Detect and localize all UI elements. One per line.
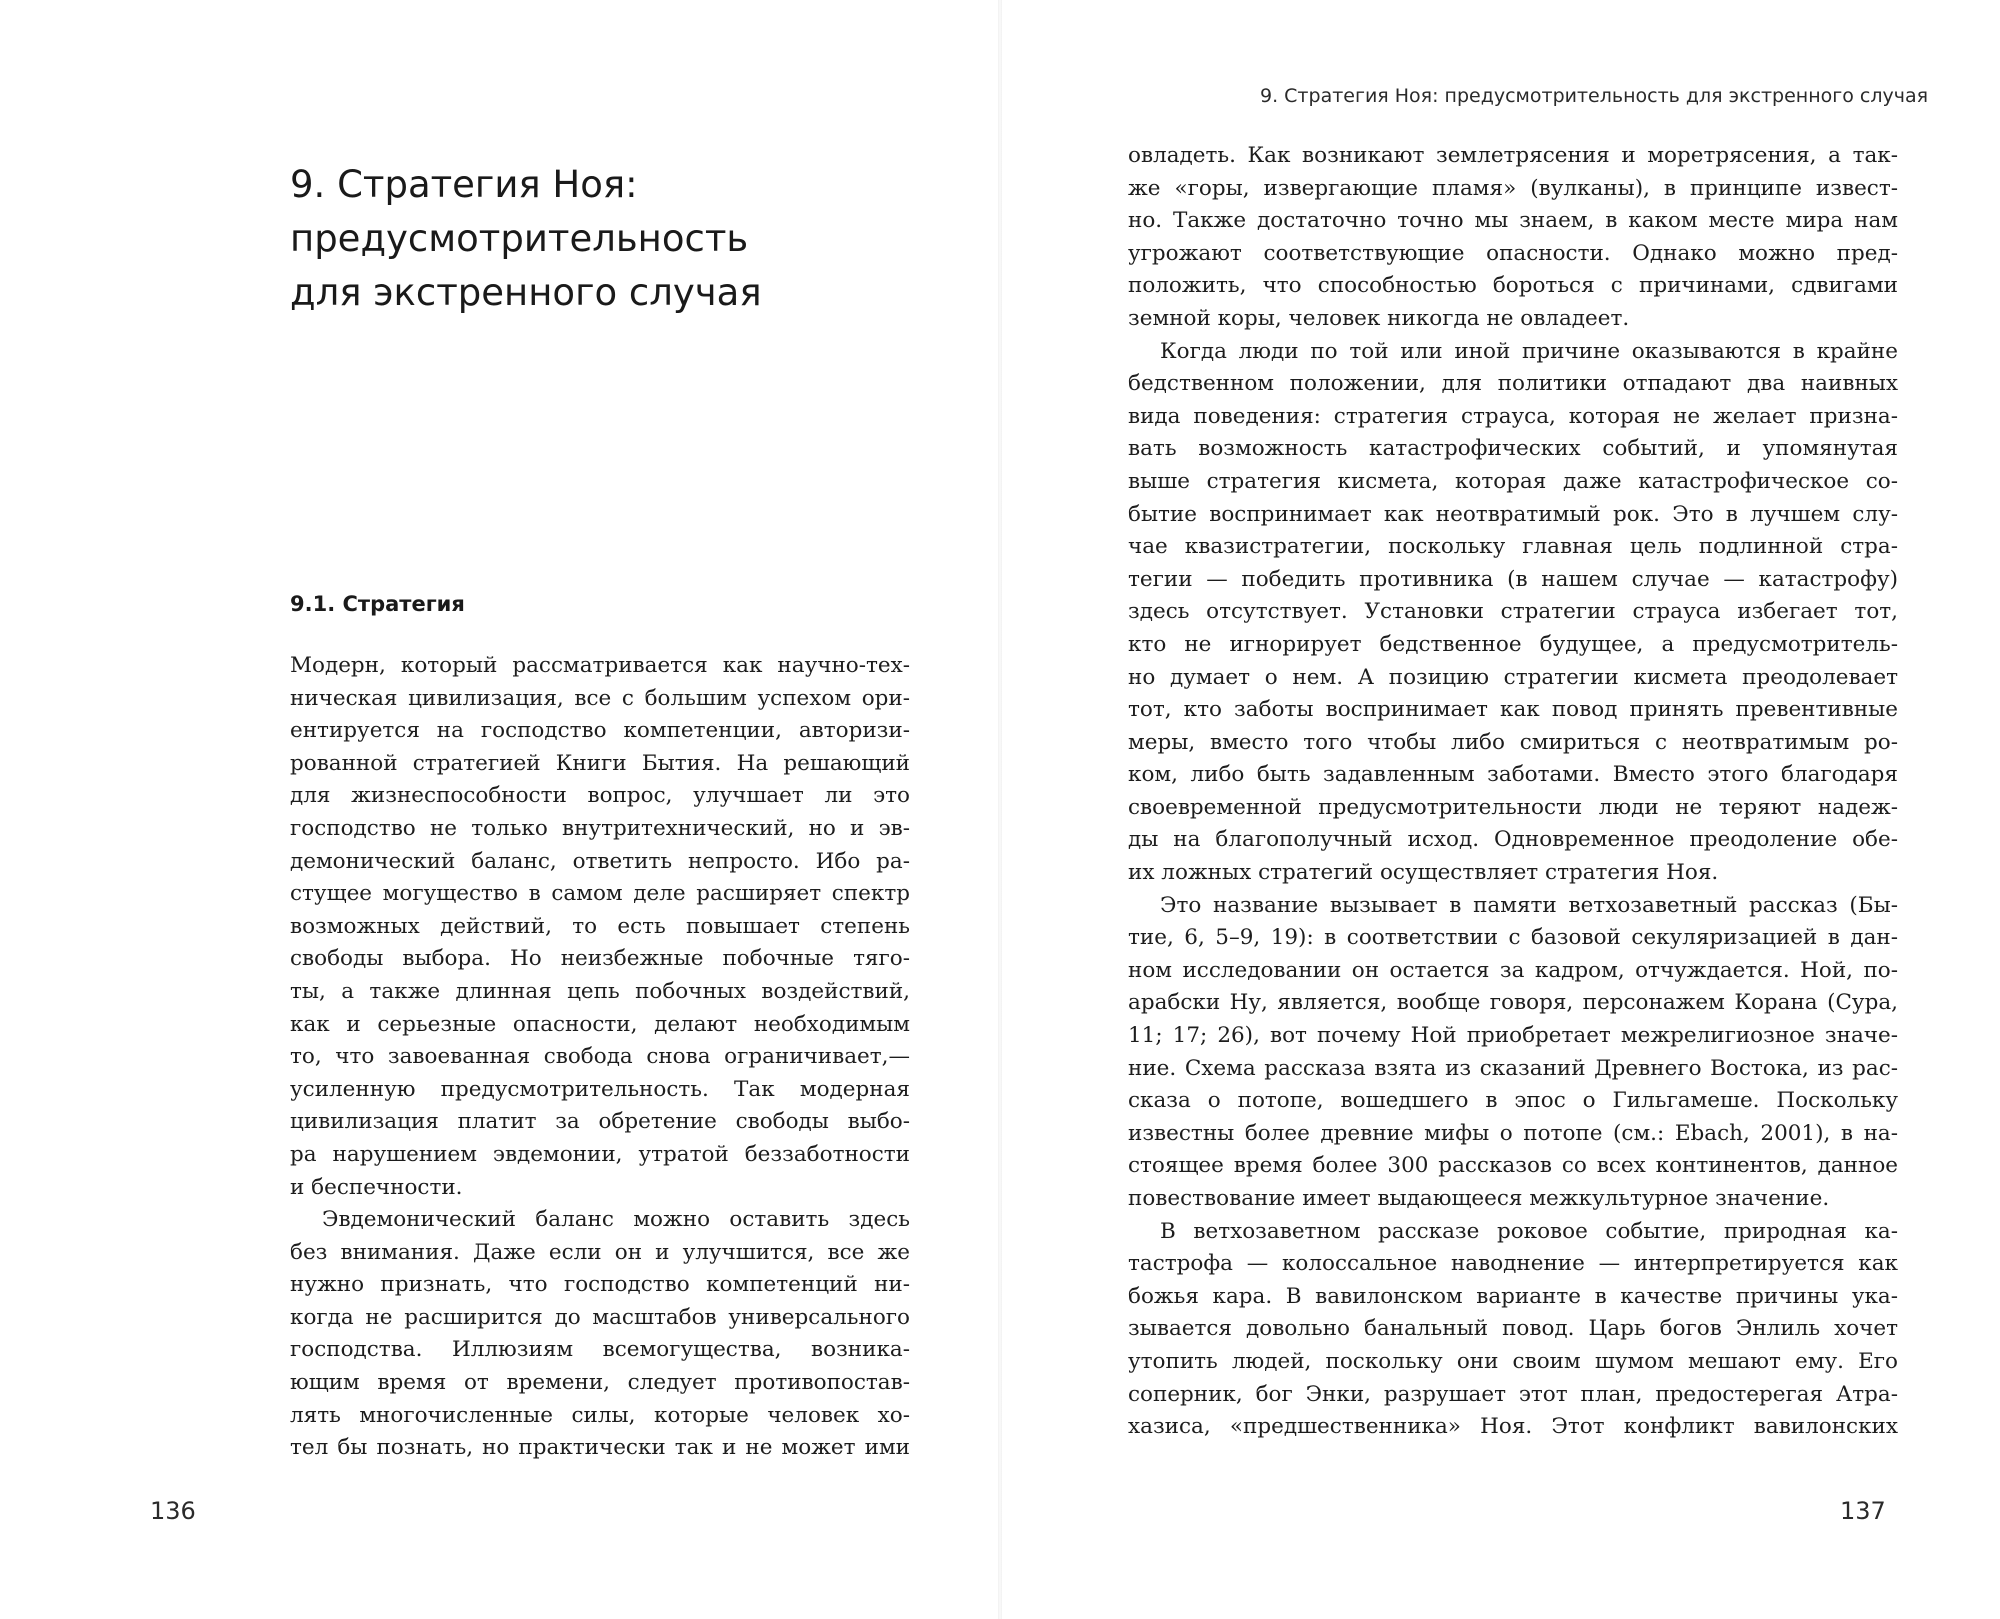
chapter-title	[290, 158, 930, 320]
text-line: как и серьезные опасности, делают необходимым	[290, 1011, 910, 1037]
text-line: ды на благополучный исход. Одновременное преодоление обе-	[1128, 827, 1898, 853]
right-page	[1000, 0, 2000, 1619]
chapter-title-line: 9. Стратегия Ноя:	[290, 163, 638, 206]
page-number: 137	[1840, 1497, 1886, 1525]
text-line: ющим время от времени, следует противопостав-	[290, 1370, 910, 1396]
text-line: усиленную предусмотрительность. Так модерная	[290, 1076, 910, 1102]
text-line: угрожают соответствующие опасности. Однако можно пред-	[1128, 240, 1898, 266]
text-line: бедственном положении, для политики отпадают два наивных	[1128, 371, 1898, 397]
text-line: то, что завоеванная свобода снова ограничивает,—	[290, 1044, 910, 1070]
text-line: Когда люди по той или иной причине оказываются в крайне	[1160, 338, 1898, 364]
text-line: свободы выбора. Но неизбежные побочные тяго-	[290, 946, 910, 972]
text-line: вать возможность катастрофических событий, и упомянутая	[1128, 436, 1898, 462]
text-line: когда не расширится до масштабов универсального	[290, 1304, 910, 1330]
text-line: кто не игнорирует бедственное будущее, а предусмотритель-	[1128, 631, 1898, 657]
text-line: демонический баланс, ответить непросто. Ибо ра-	[290, 848, 910, 874]
text-line: соперник, бог Энки, разрушает этот план, предостерегая Атра-	[1128, 1381, 1898, 1407]
text-line: для жизнеспособности вопрос, улучшает ли это	[290, 783, 910, 809]
section-heading: 9.1. Стратегия	[290, 592, 465, 616]
text-line: цивилизация платит за обретение свободы выбо-	[290, 1109, 910, 1135]
text-line: но. Также достаточно точно мы знаем, в каком месте мира нам	[1128, 208, 1898, 234]
text-line: возможных действий, то есть повышает степень	[290, 913, 910, 939]
text-line: В ветхозаветном рассказе роковое событие, природная ка-	[1160, 1218, 1898, 1244]
left-body-text	[290, 650, 910, 1465]
right-body-text	[1128, 140, 1898, 1444]
text-line: арабски Ну, является, вообще говоря, персонажем Корана (Сура,	[1128, 990, 1898, 1016]
text-line: но думает о нем. А позицию стратегии кисмета преодолевает	[1128, 664, 1898, 690]
text-line: ном исследовании он остается за кадром, отчуждается. Ной, по-	[1128, 957, 1898, 983]
text-line: тел бы познать, но практически так и не может ими	[290, 1435, 910, 1461]
text-line: нужно признать, что господство компетенций ни-	[290, 1272, 910, 1298]
text-line: земной коры, человек никогда не овладеет.	[1128, 305, 1630, 331]
text-line: 11; 17; 26), вот почему Ной приобретает межрелигиозное значе-	[1128, 1023, 1898, 1049]
text-line: бытие воспринимает как неотвратимый рок. Это в лучшем слу-	[1128, 501, 1898, 527]
text-line: их ложных стратегий осуществляет стратегия Ноя.	[1128, 860, 1719, 886]
text-line: ком, либо быть задавленным заботами. Вместо этого благодаря	[1128, 762, 1898, 788]
text-line: господства. Иллюзиям всемогущества, возника-	[290, 1337, 910, 1363]
page-number: 136	[150, 1497, 196, 1525]
text-line: без внимания. Даже если он и улучшится, все же	[290, 1239, 910, 1265]
text-line: стоящее время более 300 рассказов со всех континентов, данное	[1128, 1153, 1898, 1179]
text-line: своевременной предусмотрительности люди не теряют надеж-	[1128, 794, 1898, 820]
text-line: ние. Схема рассказа взята из сказаний Древнего Востока, из рас-	[1128, 1055, 1898, 1081]
text-line: тие, 6, 5–9, 19): в соответствии с базовой секуляризацией в дан-	[1128, 925, 1898, 951]
text-line: стущее могущество в самом деле расширяет спектр	[290, 881, 910, 907]
text-line: рованной стратегией Книги Бытия. На решающий	[290, 750, 910, 776]
text-line: Модерн, который рассматривается как научно-тех-	[290, 653, 910, 678]
text-line: тастрофа — колоссальное наводнение — интерпретируется как	[1128, 1251, 1898, 1277]
text-line: меры, вместо того чтобы либо смириться с неотвратимым ро-	[1128, 729, 1898, 755]
text-line: ты, а также длинная цепь побочных воздействий,	[290, 978, 910, 1004]
text-line: хазиса, «предшественника» Ноя. Этот конфликт вавилонских	[1128, 1414, 1898, 1440]
text-line: ническая цивилизация, все с большим успехом ори-	[290, 685, 910, 711]
text-line: тегии — победить противника (в нашем случае — катастрофу)	[1128, 566, 1898, 592]
text-line: вида поведения: стратегия страуса, которая не желает призна-	[1128, 403, 1898, 429]
chapter-title-line: предусмотрительность	[290, 217, 749, 260]
text-line: чае квазистратегии, поскольку главная цель подлинной стра-	[1128, 534, 1898, 560]
text-line: известны более древние мифы о потопе (см.: Ebach, 2001), в на-	[1128, 1120, 1898, 1146]
text-line: зывается довольно банальный повод. Царь богов Энлиль хочет	[1128, 1316, 1898, 1342]
text-line: Эвдемонический баланс можно оставить здесь	[322, 1207, 910, 1233]
text-line: тот, кто заботы воспринимает как повод принять превентивные	[1128, 697, 1898, 723]
running-header: 9. Стратегия Ноя: предусмотрительность для экстренного случая	[1260, 85, 1929, 107]
text-line: выше стратегия кисмета, которая даже катастрофическое со-	[1128, 468, 1898, 494]
text-line: божья кара. В вавилонском варианте в качестве причины ука-	[1128, 1283, 1898, 1309]
text-line: ра нарушением эвдемонии, утратой беззаботности	[290, 1141, 910, 1167]
text-line: и беспечности.	[290, 1174, 463, 1200]
text-line: лять многочисленные силы, которые человек хо-	[290, 1402, 910, 1428]
text-line: ентируется на господство компетенции, авторизи-	[290, 718, 910, 744]
text-line: господство не только внутритехнический, но и эв-	[290, 815, 910, 841]
text-line: повествование имеет выдающееся межкультурное значение.	[1128, 1186, 1830, 1211]
text-line: Это название вызывает в памяти ветхозаветный рассказ (Бы-	[1160, 892, 1898, 918]
chapter-title-line: для экстренного случая	[290, 271, 762, 314]
text-line: здесь отсутствует. Установки стратегии страуса избегает тот,	[1128, 599, 1898, 625]
text-line: утопить людей, поскольку они своим шумом мешают ему. Его	[1128, 1348, 1898, 1374]
text-line: же «горы, извергающие пламя» (вулканы), в принципе извест-	[1128, 175, 1898, 201]
text-line: положить, что способностью бороться с причинами, сдвигами	[1128, 273, 1898, 299]
text-line: сказа о потопе, вошедшего в эпос о Гильгамеше. Поскольку	[1128, 1088, 1898, 1114]
text-line: овладеть. Как возникают землетрясения и моретрясения, а так-	[1128, 143, 1898, 168]
